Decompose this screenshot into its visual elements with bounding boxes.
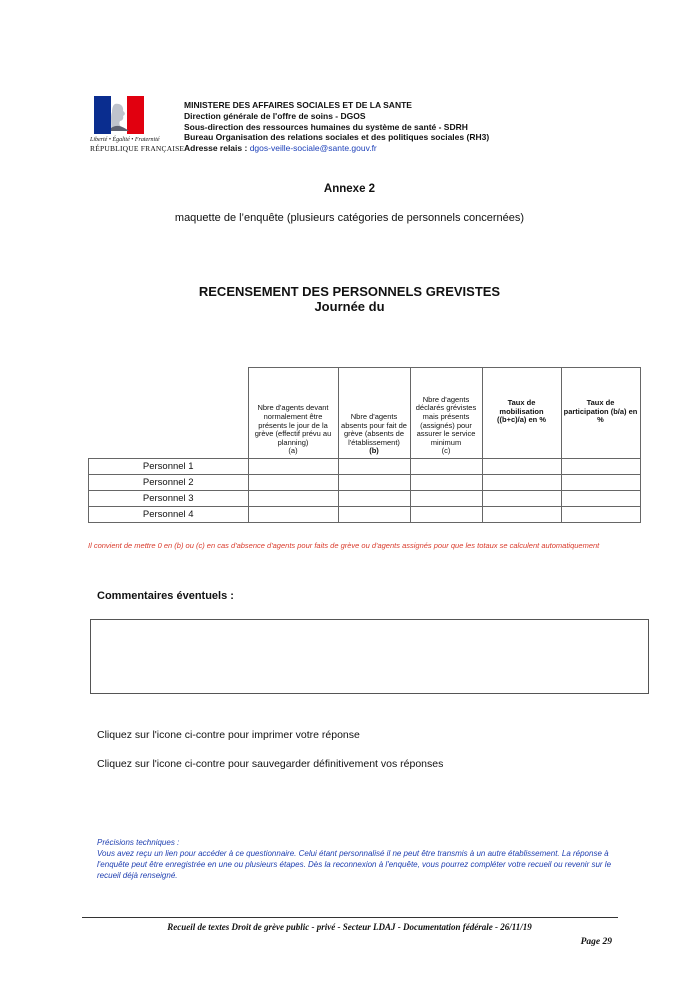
print-instruction: Cliquez sur l'icone ci-contre pour imprimer votre réponse — [97, 729, 360, 741]
row-label: Personnel 2 — [89, 475, 249, 491]
row-label: Personnel 3 — [89, 491, 249, 507]
cell-input[interactable] — [410, 459, 482, 475]
cell-input[interactable] — [410, 491, 482, 507]
save-instruction: Cliquez sur l'icone ci-contre pour sauvegarder définitivement vos réponses — [97, 758, 444, 770]
footer-divider — [82, 917, 618, 918]
cell-input[interactable] — [338, 475, 410, 491]
annexe-heading: Annexe 2 — [323, 183, 376, 195]
bureau-name: Bureau Organisation des relations sociales et des politiques sociales (RH3) — [184, 132, 490, 143]
cell-input[interactable] — [338, 491, 410, 507]
direction-name: Direction générale de l'offre de soins - DGOS — [184, 110, 366, 121]
column-header-c: Nbre d'agents déclarés grévistes mais présents (assignés) pour assurer le service minimum (c) — [410, 368, 482, 459]
technical-notes — [97, 837, 617, 881]
column-header-a: Nbre d'agents devant normalement être présents le jour de la grève (effectif prévu au planning) (a) — [248, 368, 338, 459]
cell-computed — [482, 459, 561, 475]
column-header-b: Nbre d'agents absents pour fait de grève (absents de l'établissement) (b) — [338, 368, 410, 459]
logo-motto: Liberté • Égalité • Fraternité — [90, 137, 160, 143]
annexe-subtitle: maquette de l’enquête (plusieurs catégories de personnels concernées) — [174, 212, 525, 224]
letterhead — [184, 100, 489, 154]
comments-label: Commentaires éventuels : — [97, 590, 234, 602]
cell-computed — [561, 459, 640, 475]
marianne-emblem — [94, 96, 144, 134]
table-corner — [89, 368, 249, 459]
strike-census-table — [88, 367, 641, 523]
table-row — [89, 475, 641, 491]
table-row — [89, 491, 641, 507]
title-line-1: RECENSEMENT DES PERSONNELS GREVISTES — [198, 284, 501, 299]
cell-computed — [482, 491, 561, 507]
logo-republic: RÉPUBLIQUE FRANÇAISE — [90, 144, 185, 153]
row-label: Personnel 1 — [89, 459, 249, 475]
table-note: Il convient de mettre 0 en (b) ou (c) en cas d'absence d'agents pour faits de grève ou d'agents assignés pour que les totaux se calculent automatiquement — [88, 541, 600, 550]
cell-input[interactable] — [248, 459, 338, 475]
cell-input[interactable] — [338, 507, 410, 523]
cell-input[interactable] — [410, 475, 482, 491]
cell-input[interactable] — [248, 491, 338, 507]
cell-input[interactable] — [410, 507, 482, 523]
cell-input[interactable] — [248, 507, 338, 523]
footer-text: Recueil de textes Droit de grève public - privé - Secteur LDAJ - Documentation fédérale - 26/11/19 — [167, 922, 532, 932]
cell-input[interactable] — [338, 459, 410, 475]
table-row — [89, 459, 641, 475]
comments-textarea[interactable] — [90, 619, 649, 694]
page-number: Page 29 — [580, 937, 612, 947]
republique-francaise-logo — [90, 96, 185, 153]
column-header-participation-rate: Taux de participation (b/a) en % — [561, 368, 640, 459]
marianne-profile-icon — [109, 102, 131, 132]
cell-computed — [561, 475, 640, 491]
column-header-mobilisation-rate: Taux de mobilisation ((b+c)/a) en % — [482, 368, 561, 459]
row-label: Personnel 4 — [89, 507, 249, 523]
subdirection-name: Sous-direction des ressources humaines du système de santé - SDRH — [184, 121, 468, 132]
email-label: Adresse relais : — [184, 143, 248, 154]
ministry-name: MINISTERE DES AFFAIRES SOCIALES ET DE LA SANTE — [184, 100, 412, 110]
table-row — [89, 507, 641, 523]
title-line-2: Journée du — [314, 299, 385, 314]
cell-computed — [561, 491, 640, 507]
email-line — [184, 143, 489, 154]
technical-notes-title: Précisions techniques : — [97, 838, 180, 847]
cell-computed — [561, 507, 640, 523]
email-link[interactable]: dgos-veille-sociale@sante.gouv.fr — [249, 143, 377, 154]
cell-computed — [482, 507, 561, 523]
cell-input[interactable] — [248, 475, 338, 491]
cell-computed — [482, 475, 561, 491]
page-title — [0, 284, 699, 314]
technical-notes-body: Vous avez reçu un lien pour accéder à ce questionnaire. Celui étant personnalisé il ne peut être transmis à un autre établissement. La réponse à l'enquête peut être enregistrée en une ou plusieurs étapes. Dès la reconnexion à l'enquête, vous pourrez compléter votre recueil ou revenir sur le recueil déjà renseigné. — [97, 849, 612, 880]
